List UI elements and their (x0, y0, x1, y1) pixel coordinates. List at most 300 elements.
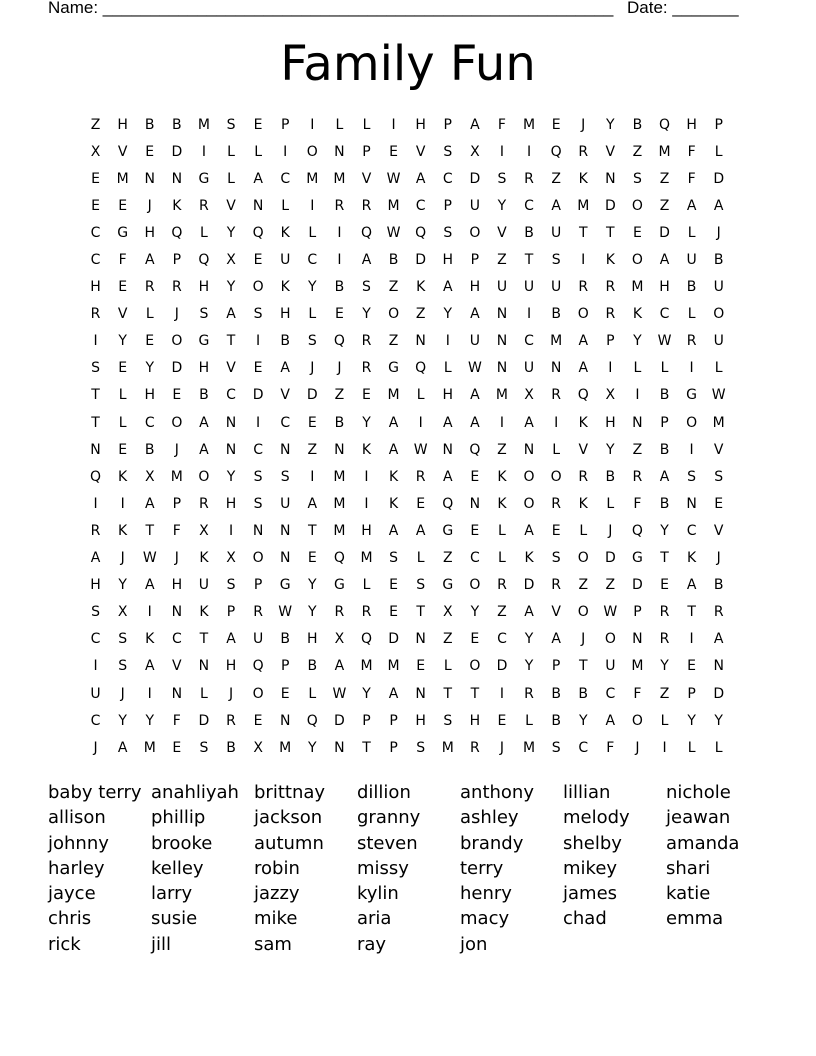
grid-letter: X (199, 522, 209, 539)
grid-letter: I (554, 414, 559, 431)
grid-letter: L (498, 550, 506, 567)
grid-letter: L (687, 224, 696, 241)
grid-letter: C (415, 197, 426, 214)
grid-letter: U (252, 631, 264, 648)
grid-letter: C (307, 252, 318, 269)
grid-letter: V (117, 143, 128, 160)
grid-letter: R (334, 197, 345, 214)
grid-letter: Y (606, 441, 615, 458)
grid-letter: Z (415, 306, 426, 323)
grid-letter: L (335, 116, 344, 133)
grid-letter: R (551, 387, 561, 404)
grid-letter: O (171, 414, 183, 431)
grid-letter: V (497, 224, 507, 241)
grid-letter: A (144, 577, 155, 594)
grid-letter: E (118, 279, 128, 296)
grid-letter: T (145, 522, 155, 539)
grid-letter: P (443, 116, 452, 133)
grid-letter: B (659, 495, 670, 512)
grid-letter: W (142, 550, 157, 567)
grid-letter: Y (226, 468, 236, 485)
grid-letter: R (605, 279, 616, 296)
grid-letter: O (577, 604, 589, 621)
grid-letter: F (687, 143, 696, 160)
grid-letter: C (226, 387, 236, 404)
word-list-item: shari (666, 857, 711, 879)
grid-letter: X (90, 143, 101, 160)
grid-letter: R (578, 143, 589, 160)
grid-letter: F (633, 495, 642, 512)
grid-letter: I (499, 143, 505, 160)
grid-letter: S (253, 306, 263, 323)
grid-letter: L (254, 143, 263, 160)
grid-letter: R (199, 495, 209, 512)
grid-letter: A (199, 414, 209, 431)
grid-letter: U (469, 333, 480, 350)
grid-letter: N (144, 170, 155, 187)
grid-letter: G (117, 224, 129, 241)
grid-letter: H (225, 495, 237, 512)
grid-letter: Y (578, 712, 588, 729)
grid-letter: K (497, 468, 507, 485)
grid-letter: H (659, 279, 670, 296)
grid-letter: Z (659, 170, 670, 187)
word-list-item: jill (151, 933, 172, 955)
grid-letter: Z (388, 333, 399, 350)
grid-letter: Q (333, 333, 345, 350)
grid-letter: Q (469, 441, 481, 458)
header-line (48, 0, 748, 20)
grid-letter: I (256, 333, 261, 350)
grid-letter: R (686, 333, 697, 350)
grid-letter: S (362, 279, 371, 296)
grid-letter: A (659, 252, 670, 269)
grid-letter: M (387, 197, 400, 214)
word-list-item: amanda (666, 832, 740, 854)
grid-letter: A (144, 495, 155, 512)
grid-letter: N (225, 414, 237, 431)
grid-letter: L (714, 143, 723, 160)
grid-letter: A (307, 495, 318, 512)
grid-letter: A (361, 252, 372, 269)
grid-letter: P (389, 712, 398, 729)
grid-letter: S (551, 550, 561, 567)
grid-letter: L (118, 387, 127, 404)
grid-letter: L (660, 712, 669, 729)
grid-letter: R (578, 279, 589, 296)
grid-letter: J (337, 360, 342, 377)
grid-letter: N (415, 631, 426, 648)
word-list-item: jackson (254, 807, 323, 829)
grid-letter: J (120, 685, 125, 702)
grid-letter: N (171, 604, 183, 621)
grid-letter: R (469, 739, 480, 756)
grid-letter: A (442, 468, 453, 485)
grid-letter: Y (308, 604, 317, 621)
grid-letter: D (171, 143, 183, 160)
grid-letter: N (415, 685, 426, 702)
grid-letter: W (467, 360, 482, 377)
grid-letter: G (442, 577, 454, 594)
grid-letter: W (386, 170, 401, 187)
grid-letter: L (633, 360, 642, 377)
grid-letter: Q (415, 224, 427, 241)
grid-letter: S (280, 468, 290, 485)
grid-letter: V (361, 170, 372, 187)
grid-letter: G (333, 577, 345, 594)
grid-letter: M (306, 170, 319, 187)
word-list-item: mike (254, 908, 298, 930)
grid-letter: S (118, 658, 128, 675)
grid-letter: N (415, 333, 426, 350)
grid-letter: L (579, 522, 588, 539)
grid-letter: S (497, 170, 507, 187)
word-list-item: katie (666, 883, 711, 905)
grid-letter: W (711, 387, 726, 404)
grid-letter: L (362, 577, 371, 594)
grid-letter: N (605, 170, 616, 187)
grid-letter: E (416, 658, 426, 675)
grid-letter: S (551, 252, 561, 269)
grid-letter: X (334, 631, 345, 648)
word-list-item: brooke (151, 832, 213, 854)
grid-letter: W (278, 604, 293, 621)
grid-letter: P (280, 116, 290, 133)
grid-letter: Q (333, 550, 345, 567)
grid-letter: I (391, 116, 396, 133)
grid-letter: S (416, 739, 426, 756)
grid-letter: O (631, 712, 643, 729)
grid-letter: K (687, 550, 697, 567)
grid-letter: G (388, 360, 399, 377)
grid-letter: J (174, 441, 179, 458)
grid-letter: Q (252, 658, 264, 675)
grid-letter: H (415, 116, 426, 133)
grid-letter: H (415, 712, 426, 729)
grid-letter: S (687, 468, 697, 485)
grid-letter: U (469, 197, 480, 214)
grid-letter: E (714, 495, 724, 512)
grid-letter: L (145, 306, 154, 323)
grid-letter: C (280, 414, 291, 431)
grid-letter: Y (362, 685, 371, 702)
grid-letter: H (442, 387, 454, 404)
grid-letter: L (552, 441, 561, 458)
word-list-item: phillip (151, 807, 206, 829)
grid-letter: B (632, 116, 643, 133)
grid-letter: C (524, 197, 534, 214)
grid-letter: I (689, 441, 694, 458)
grid-letter: C (578, 739, 589, 756)
grid-letter: H (361, 522, 372, 539)
grid-letter: I (418, 414, 423, 431)
grid-letter: R (551, 495, 561, 512)
grid-letter: N (523, 441, 535, 458)
grid-letter: I (689, 360, 694, 377)
grid-letter: K (280, 224, 290, 241)
grid-letter: N (334, 441, 345, 458)
grid-letter: B (524, 224, 534, 241)
grid-letter: N (550, 360, 562, 377)
grid-letter: T (660, 550, 669, 567)
grid-letter: A (334, 658, 345, 675)
grid-letter: N (171, 685, 183, 702)
grid-letter: H (442, 252, 454, 269)
grid-letter: I (526, 306, 532, 323)
grid-letter: M (333, 495, 346, 512)
grid-letter: X (605, 387, 616, 404)
grid-letter: H (117, 116, 128, 133)
grid-letter: R (361, 333, 372, 350)
grid-letter: J (228, 685, 234, 702)
grid-letter: I (526, 143, 532, 160)
grid-letter: E (551, 116, 561, 133)
word-list-item: brandy (460, 832, 524, 854)
grid-letter: P (606, 333, 615, 350)
grid-letter: H (198, 360, 210, 377)
grid-letter: H (171, 577, 183, 594)
grid-letter: E (389, 577, 398, 594)
grid-letter: K (199, 550, 209, 567)
grid-letter: I (256, 414, 261, 431)
grid-letter: N (334, 143, 345, 160)
grid-letter: B (659, 441, 670, 458)
grid-letter: Q (631, 522, 643, 539)
grid-letter: V (551, 604, 561, 621)
grid-letter: C (90, 631, 101, 648)
grid-letter: I (147, 685, 152, 702)
grid-letter: L (443, 360, 452, 377)
grid-letter: S (253, 468, 263, 485)
grid-letter: M (441, 739, 454, 756)
grid-letter: L (118, 414, 127, 431)
grid-letter: Z (497, 252, 507, 269)
grid-letter: P (226, 604, 236, 621)
grid-letter: J (716, 550, 721, 567)
grid-letter: A (226, 631, 236, 648)
grid-letter: I (635, 387, 640, 404)
grid-letter: S (91, 604, 100, 621)
grid-letter: A (280, 360, 290, 377)
grid-letter: I (337, 252, 342, 269)
grid-letter: M (360, 550, 373, 567)
grid-letter: H (605, 414, 616, 431)
grid-letter: L (687, 739, 696, 756)
grid-letter: Y (714, 712, 723, 729)
grid-letter: E (280, 685, 290, 702)
grid-letter: B (144, 116, 155, 133)
grid-letter: U (686, 252, 697, 269)
grid-letter: Y (118, 577, 127, 594)
grid-letter: L (200, 224, 208, 241)
grid-letter: B (605, 468, 616, 485)
grid-letter: M (550, 333, 563, 350)
grid-letter: C (253, 441, 263, 458)
word-list-item: jeawan (666, 807, 731, 829)
grid-letter: E (334, 306, 344, 323)
grid-letter: T (687, 604, 696, 621)
grid-letter: J (147, 197, 152, 214)
grid-letter: R (199, 197, 209, 214)
grid-letter: A (442, 414, 453, 431)
grid-letter: D (713, 685, 725, 702)
grid-letter: H (469, 279, 481, 296)
grid-letter: O (577, 306, 589, 323)
grid-letter: J (120, 550, 125, 567)
grid-letter: P (660, 414, 669, 431)
grid-letter: B (172, 116, 182, 133)
grid-letter: Z (551, 170, 561, 187)
grid-letter: C (280, 170, 291, 187)
grid-letter: E (118, 197, 128, 214)
grid-letter: W (657, 333, 672, 350)
grid-letter: H (225, 658, 237, 675)
grid-letter: U (713, 333, 724, 350)
grid-letter: O (523, 468, 535, 485)
grid-letter: R (415, 468, 426, 485)
grid-letter: M (658, 143, 671, 160)
grid-letter: B (551, 685, 561, 702)
grid-letter: A (253, 170, 263, 187)
grid-letter: L (416, 387, 425, 404)
grid-letter: H (469, 712, 481, 729)
word-list-item: terry (460, 857, 504, 879)
grid-letter: N (469, 495, 481, 512)
grid-letter: L (443, 658, 452, 675)
grid-letter: D (496, 658, 508, 675)
grid-letter: I (689, 631, 694, 648)
grid-letter: P (633, 604, 642, 621)
grid-letter: J (608, 522, 613, 539)
grid-letter: P (253, 577, 263, 594)
grid-letter: O (631, 252, 643, 269)
grid-letter: X (524, 387, 534, 404)
grid-letter: V (226, 360, 236, 377)
grid-letter: A (388, 441, 399, 458)
word-list (48, 780, 769, 957)
grid-letter: Y (308, 577, 317, 594)
grid-letter: E (145, 333, 155, 350)
grid-letter: T (362, 739, 371, 756)
grid-letter: P (470, 252, 480, 269)
word-list-item: emma (666, 908, 724, 930)
grid-letter: A (713, 197, 724, 214)
grid-letter: R (524, 170, 534, 187)
grid-letter: A (578, 360, 589, 377)
grid-letter: A (226, 306, 236, 323)
grid-letter: Y (443, 306, 453, 323)
grid-letter: N (496, 333, 508, 350)
grid-letter: Y (470, 604, 480, 621)
grid-letter: E (416, 495, 426, 512)
grid-letter: Y (660, 658, 669, 675)
grid-letter: I (93, 333, 98, 350)
grid-letter: T (578, 658, 588, 675)
grid-letter: R (497, 577, 507, 594)
grid-letter: X (253, 739, 263, 756)
grid-letter: U (280, 252, 291, 269)
grid-letter: D (604, 197, 616, 214)
grid-letter: U (551, 279, 562, 296)
grid-letter: W (413, 441, 428, 458)
word-list-item: anthony (460, 782, 534, 803)
grid-letter: H (307, 631, 318, 648)
grid-letter: Y (226, 224, 236, 241)
grid-letter: I (147, 604, 152, 621)
grid-letter: N (632, 414, 643, 431)
grid-letter: Z (659, 685, 670, 702)
grid-letter: A (415, 522, 426, 539)
grid-letter: N (252, 197, 264, 214)
grid-letter: I (364, 468, 369, 485)
word-list-item: mikey (563, 857, 618, 879)
grid-letter: R (713, 604, 724, 621)
grid-letter: I (93, 495, 98, 512)
grid-letter: Y (308, 739, 317, 756)
word-list-item: brittnay (254, 782, 326, 803)
grid-letter: U (523, 360, 535, 377)
grid-letter: X (442, 604, 453, 621)
word-list-item: ray (357, 933, 387, 955)
word-list-item: jayce (48, 883, 96, 905)
word-list-item: jon (460, 933, 488, 955)
grid-letter: U (713, 279, 724, 296)
grid-letter: F (118, 252, 127, 269)
word-list-item: shelby (563, 832, 622, 854)
grid-letter: N (90, 441, 101, 458)
grid-letter: O (577, 550, 589, 567)
grid-letter: C (442, 170, 453, 187)
grid-letter: P (687, 685, 696, 702)
grid-letter: M (116, 170, 129, 187)
word-list-item: robin (254, 857, 300, 879)
grid-letter: S (226, 116, 236, 133)
grid-letter: W (603, 604, 618, 621)
grid-letter: P (172, 252, 182, 269)
grid-letter: N (279, 712, 291, 729)
word-list-item: missy (357, 857, 409, 879)
grid-letter: D (632, 577, 643, 594)
grid-letter: X (144, 468, 155, 485)
grid-letter: E (497, 712, 507, 729)
grid-letter: U (198, 577, 210, 594)
grid-letter: B (713, 252, 724, 269)
grid-letter: A (415, 170, 426, 187)
grid-letter: R (90, 306, 101, 323)
grid-letter: S (199, 306, 209, 323)
grid-letter: I (499, 685, 505, 702)
grid-letter: D (198, 712, 210, 729)
grid-letter: M (523, 116, 536, 133)
grid-letter: R (551, 577, 561, 594)
grid-letter: G (686, 387, 698, 404)
grid-letter: R (253, 604, 263, 621)
grid-letter: N (252, 522, 264, 539)
grid-letter: T (226, 333, 236, 350)
grid-letter: Y (308, 279, 317, 296)
grid-letter: G (279, 577, 291, 594)
grid-letter: Q (550, 143, 562, 160)
grid-letter: X (226, 252, 236, 269)
grid-letter: D (306, 387, 318, 404)
grid-letter: Y (660, 522, 669, 539)
grid-letter: M (360, 658, 373, 675)
grid-letter: Y (145, 712, 155, 729)
grid-letter: W (332, 685, 347, 702)
grid-letter: M (523, 739, 536, 756)
grid-letter: S (714, 468, 724, 485)
word-list-item: susie (151, 908, 198, 930)
